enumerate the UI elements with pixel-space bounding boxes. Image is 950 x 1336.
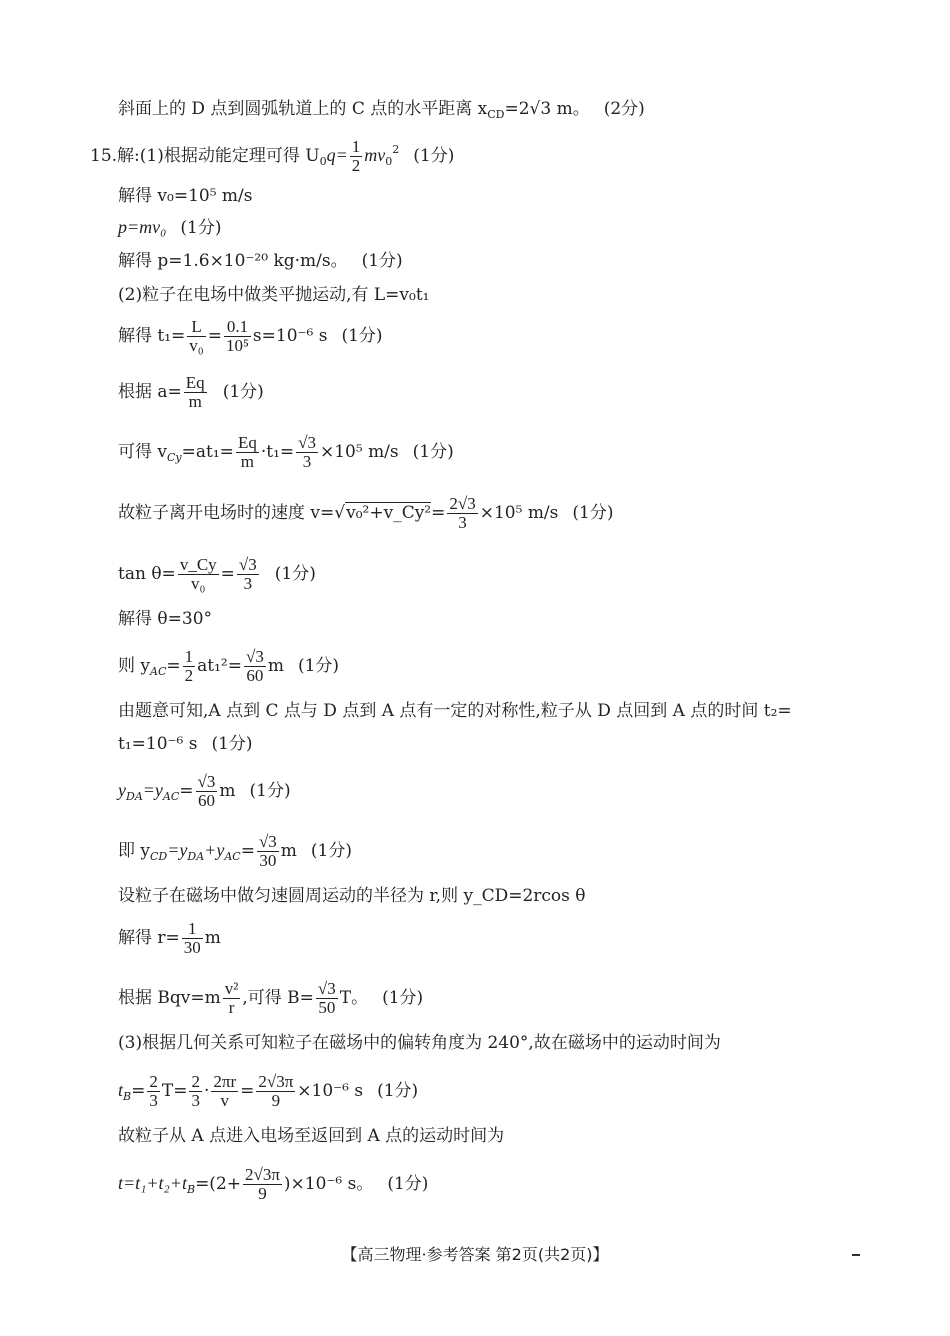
fraction (183, 648, 196, 685)
text-segment: 解得 v₀=10⁵ m/s (118, 186, 253, 206)
math-segment: +y (204, 840, 225, 860)
text-segment: )×10⁻⁶ s。 (283, 1174, 374, 1194)
score-mark: (1分) (249, 781, 291, 801)
denominator: 3 (243, 574, 253, 593)
answer-line (118, 773, 291, 810)
fraction (244, 648, 266, 685)
numerator: L (187, 318, 205, 337)
text-segment: ·t₁= (260, 442, 295, 462)
text-segment: ×10⁻⁶ s (297, 1081, 364, 1101)
text-segment: 根据 Bqv=m (118, 988, 221, 1008)
text-segment: =2√3 m。 (504, 99, 590, 119)
numerator: 2√3 (449, 494, 476, 513)
denominator: 30 (259, 851, 277, 870)
denominator: 9 (271, 1091, 281, 1110)
corner-mark (852, 1254, 860, 1256)
denominator: 60 (197, 791, 215, 810)
math-segment: mv (364, 145, 386, 165)
denominator: 3 (191, 1091, 200, 1110)
subscript: AC (150, 665, 167, 678)
numerator: Eq (185, 373, 205, 392)
text-segment: ,可得 B= (242, 988, 314, 1008)
fraction (224, 318, 251, 355)
answer-line: 解得 t₁= $\frac{L}{\text{v₀}}$ = $\frac{0.1}{\text{10⁵}}$ s=10⁻⁶ s (1分) (118, 317, 383, 355)
text-segment: m (204, 928, 221, 948)
score-mark: (1分) (222, 382, 264, 402)
fraction (187, 318, 205, 355)
subscript: DA (187, 850, 205, 863)
text-segment: = (431, 503, 446, 523)
answer-line (118, 1166, 428, 1203)
answer-line (118, 1073, 418, 1110)
text-segment: = (179, 781, 194, 801)
text-segment: 斜面上的 D 点到圆弧轨道上的 C 点的水平距离 x (118, 99, 488, 119)
subscript: 0 (319, 155, 327, 168)
denominator: 60 (246, 666, 264, 685)
numerator: 1 (351, 137, 361, 156)
denominator: 10⁵ (225, 336, 249, 355)
text-segment: = (240, 841, 255, 861)
denominator: r (228, 998, 235, 1017)
subscript: B (123, 1090, 132, 1103)
text-segment: = (166, 656, 181, 676)
answer-line: tan θ= $\frac{v\_Cy}{\text{v₀}}$ = $\frac{√3}{3}$ (1分) (118, 555, 316, 593)
text-segment: T= (161, 1081, 188, 1101)
math-segment: t=t₁+t₂+t (118, 1173, 187, 1193)
text-segment: 解:(1)根据动能定理可得 U (117, 146, 320, 166)
page-footer: 【高三物理·参考答案 第2页(共2页)】 (341, 1245, 609, 1264)
text-segment: =at₁= (181, 442, 234, 462)
answer-line (118, 185, 253, 207)
text-segment: m (267, 656, 284, 676)
score-mark: (1分) (274, 564, 316, 584)
text-segment: 解得 r= (118, 928, 180, 948)
score-mark: (1分) (297, 656, 340, 676)
fraction (447, 495, 477, 532)
answer-line (118, 733, 253, 755)
denominator: v₀ (191, 574, 206, 593)
answer-line (118, 1032, 721, 1054)
subscript: Cy (167, 451, 182, 464)
answer-line: 故粒子离开电场时的速度 v=√v₀²+v_Cy²= $\frac{2√3}{3}$ ×10⁵ m/s (1分) (118, 494, 614, 532)
text-segment: m (280, 841, 297, 861)
answer-line (118, 216, 222, 239)
text-segment: 故粒子离开电场时的速度 v= (118, 503, 335, 523)
denominator: 2 (184, 666, 194, 685)
subscript: AC (224, 850, 241, 863)
answer-line (118, 833, 352, 870)
subscript: DA (126, 790, 143, 803)
fraction (196, 773, 218, 810)
text-segment: at₁²= (197, 656, 242, 676)
numerator: 2πr (213, 1072, 237, 1091)
answer-line (118, 250, 403, 272)
denominator: m (188, 392, 202, 411)
numerator: 2 (191, 1072, 200, 1091)
answer-line (118, 608, 212, 630)
score-mark: (1分) (387, 1174, 429, 1194)
text-segment: = (240, 1081, 255, 1101)
subscript: 0 (385, 155, 393, 168)
score-mark: (1分) (341, 326, 383, 346)
denominator: 3 (458, 513, 467, 532)
score-mark: (1分) (211, 734, 253, 754)
score-mark: (1分) (382, 988, 424, 1008)
denominator: 9 (258, 1184, 267, 1203)
fraction (257, 833, 279, 870)
superscript: 2 (392, 143, 400, 156)
text-segment: 解得 t₁= (118, 326, 186, 346)
score-mark: (1分) (310, 841, 352, 861)
text-segment: (3)根据几何关系可知粒子在磁场中的偏转角度为 240°,故在磁场中的运动时间为 (118, 1033, 721, 1053)
fraction (350, 138, 363, 175)
denominator: 30 (183, 938, 201, 957)
math-segment: q= (326, 145, 348, 165)
text-segment: 即 y (118, 841, 151, 861)
text-segment: T。 (339, 988, 369, 1008)
denominator: 2 (351, 156, 361, 175)
answer-line (118, 98, 645, 126)
fraction (211, 1073, 238, 1110)
numerator: √3 (258, 832, 277, 851)
answer-line (118, 284, 430, 306)
fraction (184, 374, 207, 411)
numerator: √3 (238, 555, 257, 574)
answer-line (118, 648, 339, 685)
text-segment: tan θ= (118, 564, 176, 584)
question-number: 15. (90, 146, 118, 166)
fraction (189, 1073, 202, 1110)
answer-line (118, 700, 792, 722)
fraction (178, 556, 219, 593)
score-mark: (1分) (413, 146, 455, 166)
math-segment: t (118, 1080, 124, 1100)
score-mark: (1分) (412, 442, 454, 462)
text-segment: m (219, 781, 236, 801)
answer-line (118, 374, 264, 411)
subscript: CD (487, 108, 505, 121)
math-segment: =y (142, 780, 163, 800)
fraction (147, 1073, 160, 1110)
text-segment: 故粒子从 A 点进入电场至返回到 A 点的运动时间为 (118, 1126, 505, 1146)
fraction (236, 434, 259, 471)
answer-line (118, 980, 423, 1017)
answer-line (118, 1125, 504, 1147)
score-mark: (2分) (603, 99, 645, 119)
denominator: 3 (149, 1091, 158, 1110)
text-segment: =(2+ (195, 1174, 241, 1194)
text-segment: 可得 v (118, 442, 168, 462)
text-segment: 解得 p=1.6×10⁻²⁰ kg·m/s。 (118, 251, 348, 271)
score-mark: (1分) (361, 251, 403, 271)
text-segment: ×10⁵ m/s (319, 442, 399, 462)
text-segment: (2)粒子在电场中做类平抛运动,有 L=v₀t₁ (118, 285, 430, 305)
numerator: 2√3π (245, 1165, 280, 1184)
numerator: 1 (184, 647, 194, 666)
fraction (256, 1073, 295, 1110)
score-mark: (1分) (180, 218, 222, 238)
text-segment: · (203, 1081, 210, 1101)
math-segment: =y (167, 840, 188, 860)
text-segment: 则 y (118, 656, 151, 676)
numerator: 2 (149, 1072, 158, 1091)
numerator: √3 (317, 979, 336, 998)
text-segment: = (131, 1081, 146, 1101)
subscript: AC (162, 790, 180, 803)
answer-line (118, 920, 221, 957)
score-mark: (1分) (377, 1081, 419, 1101)
numerator: 1 (182, 920, 203, 939)
text-segment: 根据 a= (118, 382, 182, 402)
text-segment: ×10⁵ m/s (479, 503, 559, 523)
text-segment: s=10⁻⁶ s (252, 326, 328, 346)
text-segment: 解得 θ=30° (118, 609, 213, 629)
radicand: v₀²+v_Cy² (346, 503, 432, 523)
text-segment: t₁=10⁻⁶ s (118, 734, 198, 754)
text-segment: 设粒子在磁场中做匀速圆周运动的半径为 r,则 y_CD=2rcos θ (118, 886, 586, 906)
numerator: 0.1 (224, 318, 251, 337)
math-segment: y (118, 780, 126, 800)
numerator: √3 (245, 647, 264, 666)
answer-line (118, 885, 586, 907)
numerator: v² (224, 979, 239, 998)
denominator: 3 (302, 452, 312, 471)
denominator: v (220, 1091, 229, 1110)
fraction (182, 920, 203, 957)
fraction (316, 980, 338, 1017)
subscript: CD (150, 850, 168, 863)
numerator: Eq (237, 433, 257, 452)
denominator: 50 (318, 998, 336, 1017)
subscript: B (186, 1183, 196, 1196)
score-mark: (1分) (572, 503, 614, 523)
fraction (296, 434, 318, 471)
numerator: 2√3π (258, 1072, 294, 1091)
math-segment: p=mv₀ (118, 217, 167, 237)
numerator: √3 (298, 433, 316, 452)
text-segment: 由题意可知,A 点到 C 点与 D 点到 A 点有一定的对称性,粒子从 D 点回到 A 点的时间 t₂= (118, 701, 792, 721)
numerator: √3 (197, 772, 216, 791)
question-15-start (90, 138, 454, 175)
fraction (243, 1166, 282, 1203)
fraction (237, 556, 259, 593)
numerator: v_Cy (179, 555, 217, 574)
denominator: m (240, 452, 254, 471)
denominator: v₀ (189, 336, 204, 355)
answer-line (118, 434, 454, 471)
fraction (223, 980, 241, 1017)
